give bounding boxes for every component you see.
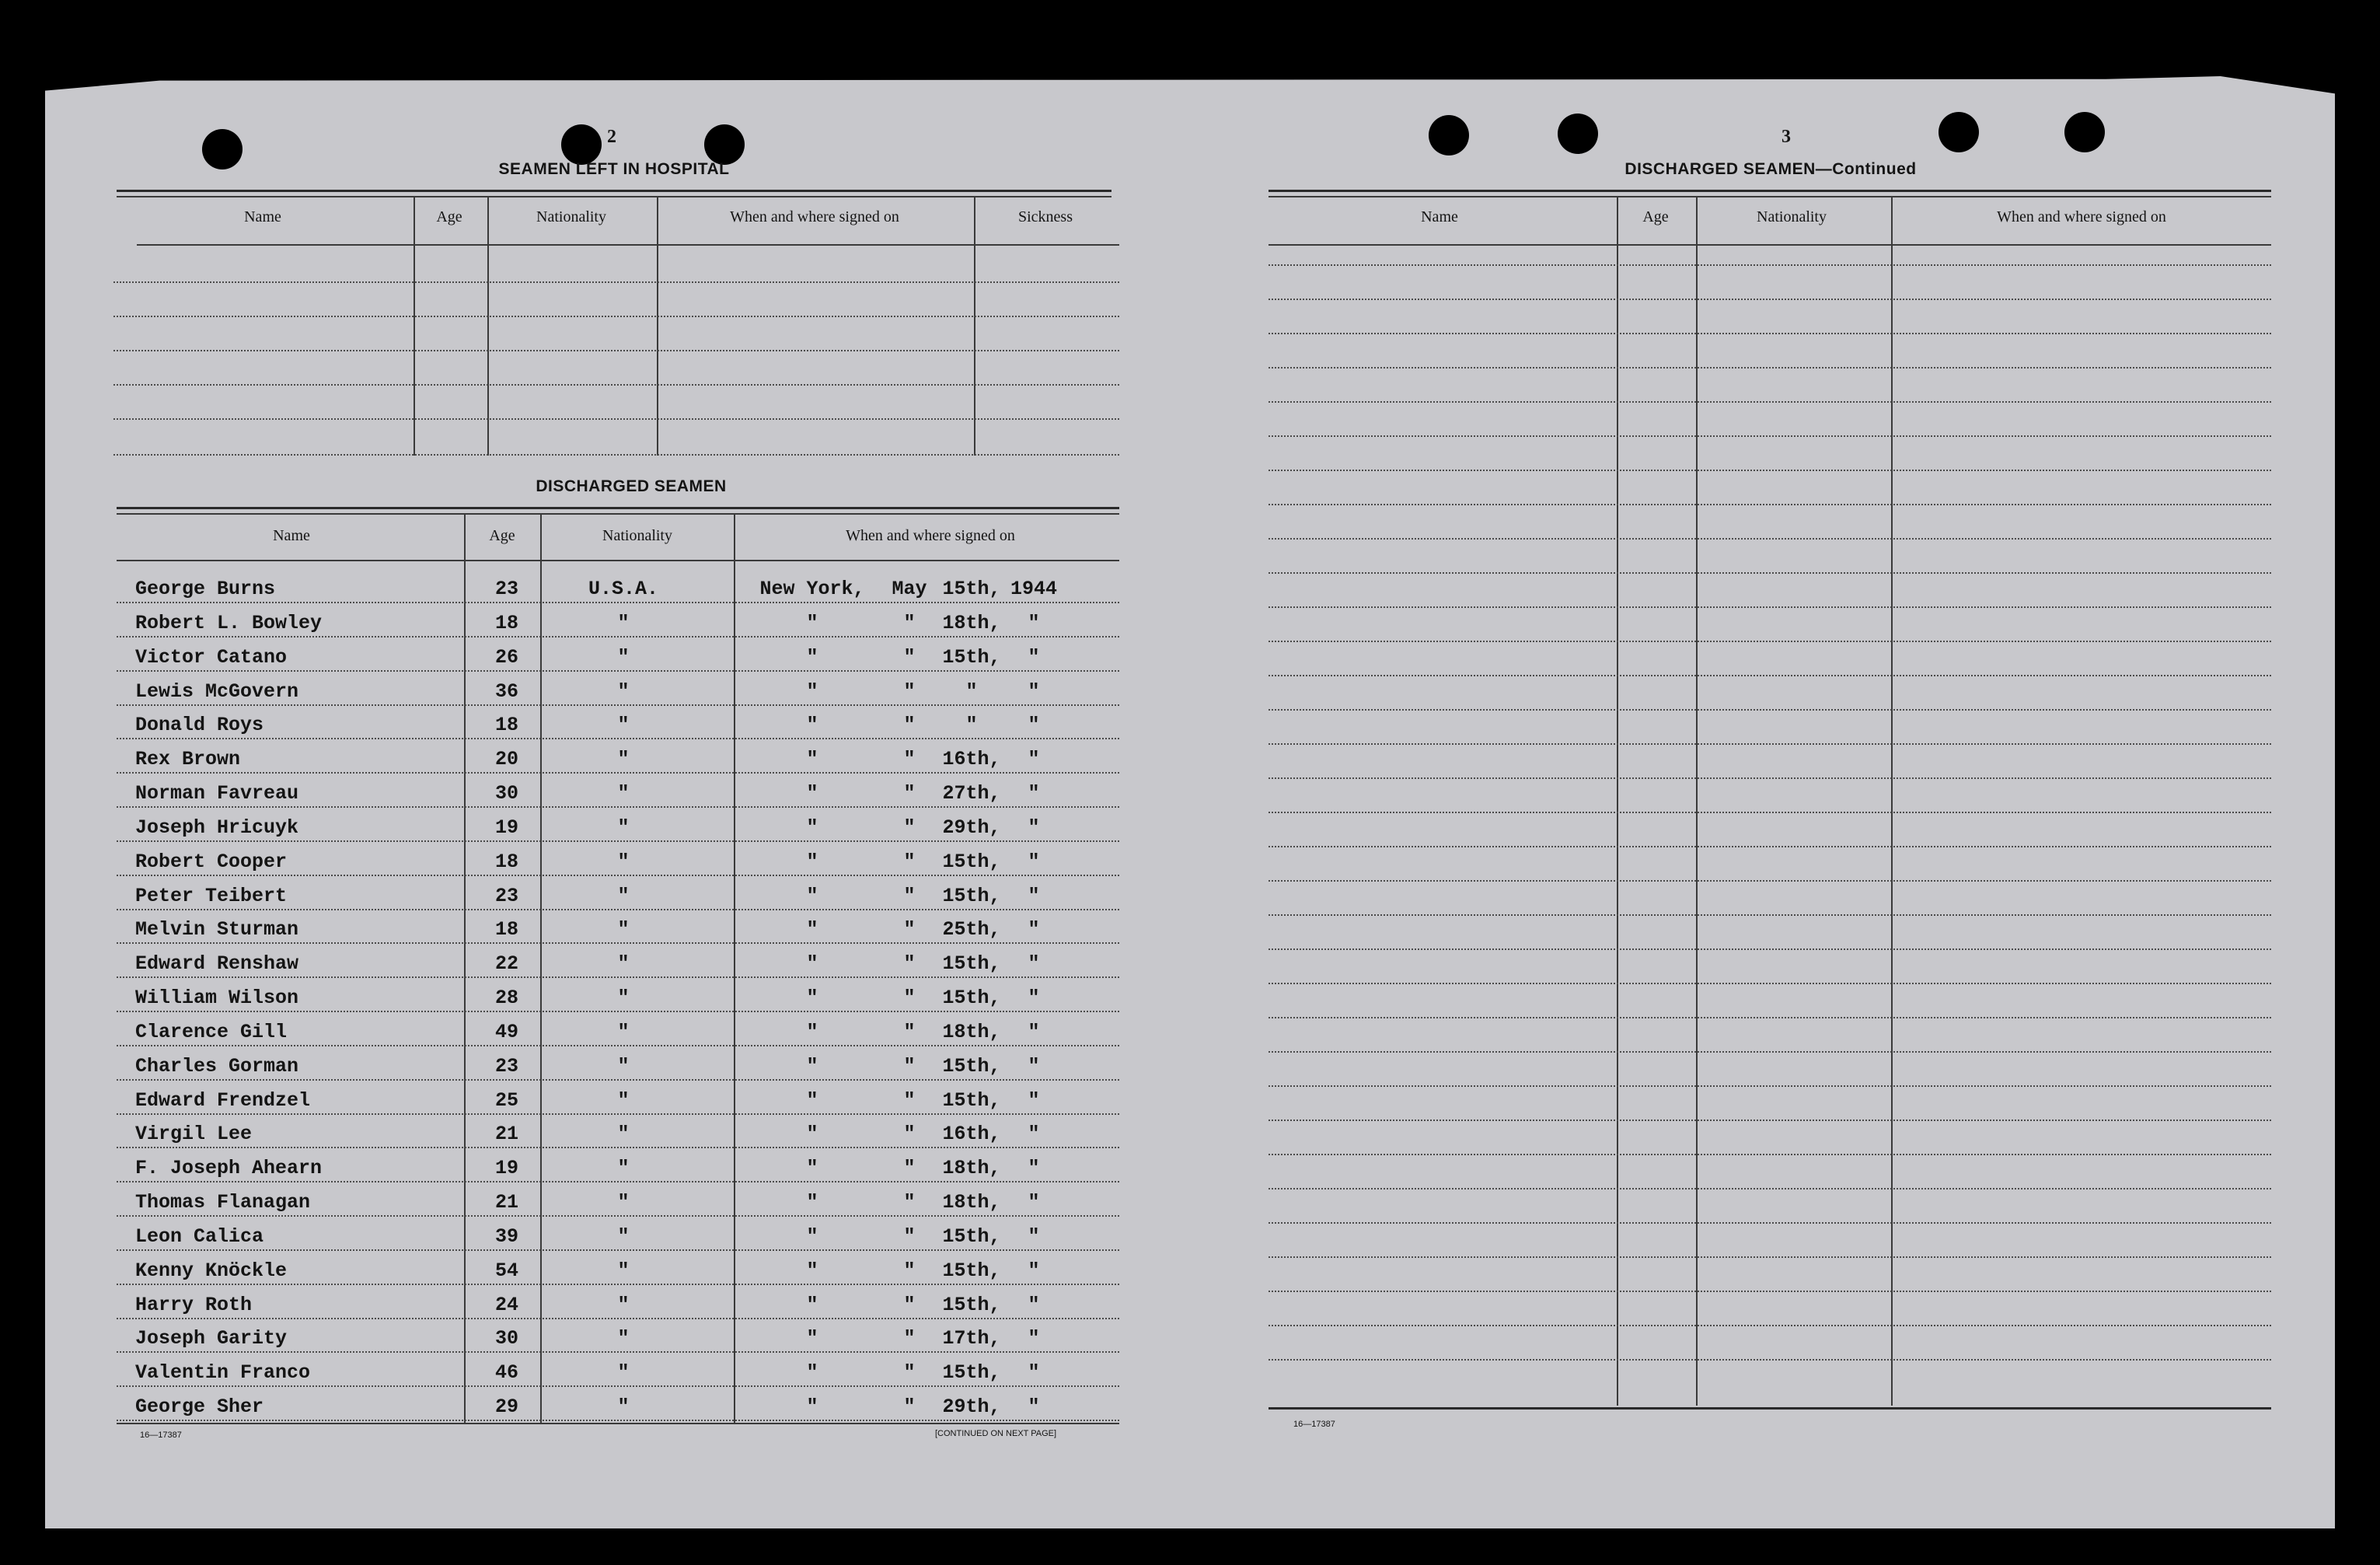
row-line bbox=[1269, 1359, 2271, 1361]
signed-on-place: " bbox=[806, 987, 818, 1009]
signed-on-month: " bbox=[903, 816, 916, 839]
discharged-col-age: Age bbox=[489, 527, 515, 544]
signed-on-year: " bbox=[1028, 1225, 1040, 1248]
signed-on-day: 15th, bbox=[942, 1294, 1001, 1316]
row-line bbox=[117, 602, 1119, 603]
seaman-nationality: " bbox=[617, 782, 630, 805]
signed-on-day: 15th, bbox=[942, 1055, 1001, 1078]
right-top-rule-2 bbox=[1269, 196, 2271, 197]
signed-on-place: " bbox=[806, 1055, 818, 1078]
seaman-age: 29 bbox=[494, 1396, 519, 1418]
seaman-name: Norman Favreau bbox=[135, 782, 299, 805]
signed-on-year: " bbox=[1028, 1361, 1040, 1384]
seaman-age: 30 bbox=[494, 782, 519, 805]
signed-on-day: " bbox=[965, 680, 978, 703]
seaman-age: 49 bbox=[494, 1021, 519, 1043]
signed-on-month: " bbox=[903, 1396, 916, 1418]
signed-on-month: " bbox=[903, 851, 916, 873]
discharged-col-divider bbox=[540, 515, 542, 1423]
row-line bbox=[117, 1420, 1119, 1421]
right-section-title: DISCHARGED SEAMEN—Continued bbox=[1624, 160, 1917, 178]
row-line bbox=[117, 1249, 1119, 1251]
row-line bbox=[117, 1079, 1119, 1081]
seaman-nationality: " bbox=[617, 1089, 630, 1112]
seaman-age: 46 bbox=[494, 1361, 519, 1384]
seaman-nationality: " bbox=[617, 1021, 630, 1043]
discharged-top-rule bbox=[117, 507, 1119, 509]
signed-on-year: " bbox=[1028, 748, 1040, 770]
signed-on-day: 16th, bbox=[942, 1123, 1001, 1145]
row-line bbox=[1269, 1325, 2271, 1326]
seaman-age: 18 bbox=[494, 612, 519, 634]
signed-on-month: " bbox=[903, 680, 916, 703]
right-col-age: Age bbox=[1642, 208, 1669, 225]
hospital-row-line bbox=[113, 316, 1119, 317]
signed-on-month: " bbox=[903, 1089, 916, 1112]
seaman-nationality: " bbox=[617, 1361, 630, 1384]
seaman-name: Thomas Flanagan bbox=[135, 1191, 311, 1214]
seaman-name: Kenny Knöckle bbox=[135, 1259, 288, 1282]
discharged-col-name: Name bbox=[273, 527, 310, 544]
seaman-age: 23 bbox=[494, 578, 519, 600]
seaman-name: Joseph Garity bbox=[135, 1327, 288, 1350]
hospital-col-divider bbox=[657, 197, 658, 456]
row-line bbox=[1269, 401, 2271, 403]
row-line bbox=[1269, 572, 2271, 574]
discharged-col-signed-on: When and where signed on bbox=[846, 527, 1015, 544]
right-col-nationality: Nationality bbox=[1757, 208, 1827, 225]
signed-on-month: " bbox=[903, 1361, 916, 1384]
signed-on-month: " bbox=[903, 1259, 916, 1282]
signed-on-day: 15th, bbox=[942, 952, 1001, 975]
discharged-section-title: DISCHARGED SEAMEN bbox=[536, 477, 727, 495]
row-line bbox=[1269, 367, 2271, 369]
signed-on-place: " bbox=[806, 748, 818, 770]
seaman-age: 23 bbox=[494, 885, 519, 907]
seaman-name: Edward Frendzel bbox=[135, 1089, 311, 1112]
seaman-nationality: " bbox=[617, 1327, 630, 1350]
row-line bbox=[117, 704, 1119, 706]
signed-on-day: 25th, bbox=[942, 918, 1001, 941]
row-line bbox=[1269, 983, 2271, 984]
row-line bbox=[117, 840, 1119, 842]
hospital-row-line bbox=[113, 350, 1119, 351]
row-line bbox=[1269, 880, 2271, 882]
signed-on-day: 29th, bbox=[942, 1396, 1001, 1418]
seaman-name: George Burns bbox=[135, 578, 276, 600]
seaman-name: William Wilson bbox=[135, 987, 299, 1009]
row-line bbox=[117, 1385, 1119, 1387]
seaman-name: Rex Brown bbox=[135, 748, 241, 770]
signed-on-month: " bbox=[903, 1327, 916, 1350]
row-line bbox=[1269, 470, 2271, 471]
row-line bbox=[1269, 333, 2271, 334]
row-line bbox=[1269, 504, 2271, 505]
seaman-nationality: " bbox=[617, 987, 630, 1009]
signed-on-day: 15th, bbox=[942, 851, 1001, 873]
seaman-age: 19 bbox=[494, 1157, 519, 1179]
row-line bbox=[1269, 1222, 2271, 1224]
signed-on-year: 1944 bbox=[1010, 578, 1058, 600]
punch-hole bbox=[561, 124, 602, 165]
seaman-nationality: " bbox=[617, 1259, 630, 1282]
signed-on-day: 15th, bbox=[942, 578, 1001, 600]
seaman-name: Valentin Franco bbox=[135, 1361, 311, 1384]
row-line bbox=[1269, 846, 2271, 847]
hospital-col-name: Name bbox=[244, 208, 281, 225]
signed-on-place: " bbox=[806, 952, 818, 975]
discharged-header-rule bbox=[117, 560, 1119, 561]
signed-on-year: " bbox=[1028, 885, 1040, 907]
signed-on-place: " bbox=[806, 1123, 818, 1145]
row-line bbox=[1269, 606, 2271, 608]
row-line bbox=[117, 1045, 1119, 1046]
signed-on-place: " bbox=[806, 1157, 818, 1179]
signed-on-place: " bbox=[806, 851, 818, 873]
hospital-row-line bbox=[113, 384, 1119, 386]
right-col-divider bbox=[1617, 197, 1618, 1406]
seaman-nationality: U.S.A. bbox=[588, 578, 659, 600]
right-col-divider bbox=[1696, 197, 1698, 1406]
seaman-age: 19 bbox=[494, 816, 519, 839]
signed-on-year: " bbox=[1028, 1259, 1040, 1282]
discharged-col-divider bbox=[464, 515, 466, 1423]
signed-on-day: 18th, bbox=[942, 612, 1001, 634]
seaman-age: 21 bbox=[494, 1191, 519, 1214]
manifest-sheet bbox=[45, 76, 2335, 1528]
continued-note: [CONTINUED ON NEXT PAGE] bbox=[935, 1429, 1057, 1438]
seaman-nationality: " bbox=[617, 646, 630, 669]
signed-on-month: " bbox=[903, 1123, 916, 1145]
signed-on-place: " bbox=[806, 1327, 818, 1350]
signed-on-year: " bbox=[1028, 1055, 1040, 1078]
hospital-row-line bbox=[113, 454, 1119, 456]
signed-on-year: " bbox=[1028, 646, 1040, 669]
right-top-rule bbox=[1269, 190, 2271, 192]
right-col-signed-on: When and where signed on bbox=[1997, 208, 2166, 225]
seaman-nationality: " bbox=[617, 885, 630, 907]
seaman-age: 25 bbox=[494, 1089, 519, 1112]
row-line bbox=[1269, 1017, 2271, 1018]
seaman-nationality: " bbox=[617, 952, 630, 975]
signed-on-month: " bbox=[903, 646, 916, 669]
seaman-nationality: " bbox=[617, 714, 630, 736]
row-line bbox=[117, 738, 1119, 739]
signed-on-month: " bbox=[903, 885, 916, 907]
seaman-age: 28 bbox=[494, 987, 519, 1009]
right-col-divider bbox=[1891, 197, 1893, 1406]
signed-on-year: " bbox=[1028, 987, 1040, 1009]
signed-on-place: " bbox=[806, 816, 818, 839]
seaman-nationality: " bbox=[617, 612, 630, 634]
signed-on-place: " bbox=[806, 680, 818, 703]
hospital-row-line bbox=[113, 418, 1119, 420]
signed-on-place: " bbox=[806, 1089, 818, 1112]
seaman-name: Donald Roys bbox=[135, 714, 264, 736]
seaman-name: George Sher bbox=[135, 1396, 264, 1418]
signed-on-year: " bbox=[1028, 612, 1040, 634]
row-line bbox=[117, 1147, 1119, 1148]
row-line bbox=[1269, 1291, 2271, 1292]
row-line bbox=[117, 670, 1119, 672]
seaman-age: 24 bbox=[494, 1294, 519, 1316]
seaman-age: 18 bbox=[494, 851, 519, 873]
seaman-nationality: " bbox=[617, 748, 630, 770]
hospital-section-title: SEAMEN LEFT IN HOSPITAL bbox=[498, 160, 730, 178]
row-line bbox=[117, 636, 1119, 638]
row-line bbox=[1269, 299, 2271, 300]
seaman-name: Melvin Sturman bbox=[135, 918, 299, 941]
row-line bbox=[117, 909, 1119, 910]
seaman-age: 30 bbox=[494, 1327, 519, 1350]
signed-on-place: " bbox=[806, 1294, 818, 1316]
signed-on-day: 15th, bbox=[942, 1089, 1001, 1112]
signed-on-month: " bbox=[903, 1191, 916, 1214]
discharged-bottom-rule bbox=[117, 1423, 1119, 1424]
row-line bbox=[1269, 1051, 2271, 1053]
signed-on-month: " bbox=[903, 1055, 916, 1078]
signed-on-place: " bbox=[806, 1396, 818, 1418]
seaman-age: 21 bbox=[494, 1123, 519, 1145]
seaman-nationality: " bbox=[617, 1225, 630, 1248]
signed-on-year: " bbox=[1028, 918, 1040, 941]
row-line bbox=[1269, 812, 2271, 813]
signed-on-month: " bbox=[903, 782, 916, 805]
row-line bbox=[117, 1318, 1119, 1319]
seaman-name: Leon Calica bbox=[135, 1225, 264, 1248]
signed-on-year: " bbox=[1028, 714, 1040, 736]
seaman-name: Lewis McGovern bbox=[135, 680, 299, 703]
seaman-nationality: " bbox=[617, 816, 630, 839]
seaman-age: 23 bbox=[494, 1055, 519, 1078]
row-line bbox=[1269, 675, 2271, 676]
signed-on-year: " bbox=[1028, 782, 1040, 805]
signed-on-day: 27th, bbox=[942, 782, 1001, 805]
punch-hole bbox=[202, 129, 243, 169]
signed-on-place: " bbox=[806, 1021, 818, 1043]
row-line bbox=[117, 1284, 1119, 1285]
seaman-name: Peter Teibert bbox=[135, 885, 288, 907]
signed-on-place: " bbox=[806, 646, 818, 669]
signed-on-year: " bbox=[1028, 851, 1040, 873]
row-line bbox=[117, 1351, 1119, 1353]
seaman-name: F. Joseph Ahearn bbox=[135, 1157, 323, 1179]
row-line bbox=[1269, 641, 2271, 642]
seaman-nationality: " bbox=[617, 851, 630, 873]
row-line bbox=[1269, 1188, 2271, 1189]
left-page-number: 2 bbox=[607, 127, 616, 147]
punch-hole bbox=[1939, 112, 1979, 152]
signed-on-day: 15th, bbox=[942, 1361, 1001, 1384]
signed-on-month: May bbox=[892, 578, 927, 600]
row-line bbox=[117, 1113, 1119, 1115]
seaman-age: 54 bbox=[494, 1259, 519, 1282]
signed-on-year: " bbox=[1028, 1294, 1040, 1316]
signed-on-year: " bbox=[1028, 1123, 1040, 1145]
signed-on-year: " bbox=[1028, 680, 1040, 703]
seaman-name: Charles Gorman bbox=[135, 1055, 299, 1078]
signed-on-day: 29th, bbox=[942, 816, 1001, 839]
seaman-nationality: " bbox=[617, 1294, 630, 1316]
row-line bbox=[117, 806, 1119, 808]
seaman-name: Victor Catano bbox=[135, 646, 288, 669]
right-page-number: 3 bbox=[1782, 127, 1791, 147]
hospital-top-rule-2 bbox=[117, 196, 1111, 197]
seaman-name: Virgil Lee bbox=[135, 1123, 253, 1145]
signed-on-place: " bbox=[806, 918, 818, 941]
seaman-name: Harry Roth bbox=[135, 1294, 253, 1316]
seaman-nationality: " bbox=[617, 1055, 630, 1078]
seaman-age: 39 bbox=[494, 1225, 519, 1248]
seaman-age: 22 bbox=[494, 952, 519, 975]
discharged-top-rule-2 bbox=[117, 513, 1119, 515]
signed-on-day: 15th, bbox=[942, 885, 1001, 907]
seaman-nationality: " bbox=[617, 918, 630, 941]
row-line bbox=[1269, 777, 2271, 779]
hospital-col-age: Age bbox=[436, 208, 462, 225]
signed-on-day: 16th, bbox=[942, 748, 1001, 770]
seaman-name: Edward Renshaw bbox=[135, 952, 299, 975]
signed-on-day: 18th, bbox=[942, 1021, 1001, 1043]
seaman-age: 18 bbox=[494, 918, 519, 941]
seaman-name: Clarence Gill bbox=[135, 1021, 288, 1043]
row-line bbox=[1269, 1154, 2271, 1155]
signed-on-day: 18th, bbox=[942, 1191, 1001, 1214]
row-line bbox=[117, 1011, 1119, 1012]
row-line bbox=[1269, 709, 2271, 711]
hospital-col-divider bbox=[974, 197, 975, 456]
signed-on-place: " bbox=[806, 714, 818, 736]
seaman-age: 26 bbox=[494, 646, 519, 669]
signed-on-month: " bbox=[903, 918, 916, 941]
hospital-top-rule bbox=[117, 190, 1111, 192]
row-line bbox=[1269, 1085, 2271, 1087]
right-form-number: 16—17387 bbox=[1293, 1420, 1335, 1429]
row-line bbox=[117, 875, 1119, 876]
discharged-col-divider bbox=[734, 515, 735, 1423]
punch-hole bbox=[1429, 115, 1469, 155]
signed-on-year: " bbox=[1028, 952, 1040, 975]
row-line bbox=[1269, 1256, 2271, 1258]
signed-on-month: " bbox=[903, 952, 916, 975]
signed-on-year: " bbox=[1028, 1157, 1040, 1179]
signed-on-month: " bbox=[903, 714, 916, 736]
seaman-nationality: " bbox=[617, 1396, 630, 1418]
signed-on-year: " bbox=[1028, 1327, 1040, 1350]
seaman-nationality: " bbox=[617, 1123, 630, 1145]
hospital-col-sickness: Sickness bbox=[1018, 208, 1073, 225]
punch-hole bbox=[704, 124, 745, 165]
hospital-col-divider bbox=[487, 197, 489, 456]
row-line bbox=[1269, 743, 2271, 745]
signed-on-year: " bbox=[1028, 1021, 1040, 1043]
left-form-number: 16—17387 bbox=[140, 1431, 182, 1440]
signed-on-month: " bbox=[903, 1225, 916, 1248]
signed-on-day: 15th, bbox=[942, 1259, 1001, 1282]
discharged-col-nationality: Nationality bbox=[602, 527, 672, 544]
seaman-nationality: " bbox=[617, 1157, 630, 1179]
signed-on-place: " bbox=[806, 1361, 818, 1384]
right-header-rule bbox=[1269, 244, 2271, 246]
signed-on-place: " bbox=[806, 1225, 818, 1248]
seaman-age: 18 bbox=[494, 714, 519, 736]
signed-on-month: " bbox=[903, 1294, 916, 1316]
signed-on-day: 17th, bbox=[942, 1327, 1001, 1350]
punch-hole bbox=[2064, 112, 2105, 152]
row-line bbox=[117, 772, 1119, 774]
punch-hole bbox=[1558, 114, 1598, 154]
signed-on-day: " bbox=[965, 714, 978, 736]
signed-on-month: " bbox=[903, 987, 916, 1009]
row-line bbox=[1269, 948, 2271, 950]
hospital-col-nationality: Nationality bbox=[536, 208, 606, 225]
signed-on-day: 15th, bbox=[942, 1225, 1001, 1248]
signed-on-year: " bbox=[1028, 816, 1040, 839]
signed-on-day: 15th, bbox=[942, 987, 1001, 1009]
row-line bbox=[1269, 435, 2271, 437]
signed-on-place: " bbox=[806, 612, 818, 634]
seaman-name: Robert Cooper bbox=[135, 851, 288, 873]
seaman-name: Robert L. Bowley bbox=[135, 612, 323, 634]
hospital-col-signed-on: When and where signed on bbox=[730, 208, 899, 225]
seaman-age: 20 bbox=[494, 748, 519, 770]
row-line bbox=[1269, 1120, 2271, 1121]
signed-on-place: " bbox=[806, 885, 818, 907]
signed-on-year: " bbox=[1028, 1396, 1040, 1418]
row-line bbox=[117, 976, 1119, 978]
signed-on-place: " bbox=[806, 782, 818, 805]
signed-on-day: 15th, bbox=[942, 646, 1001, 669]
signed-on-month: " bbox=[903, 748, 916, 770]
right-col-name: Name bbox=[1421, 208, 1458, 225]
row-line bbox=[117, 1181, 1119, 1182]
hospital-col-divider bbox=[414, 197, 415, 456]
row-line bbox=[117, 1215, 1119, 1217]
signed-on-day: 18th, bbox=[942, 1157, 1001, 1179]
signed-on-year: " bbox=[1028, 1191, 1040, 1214]
row-line bbox=[1269, 538, 2271, 540]
seaman-name: Joseph Hricuyk bbox=[135, 816, 299, 839]
signed-on-month: " bbox=[903, 612, 916, 634]
signed-on-place: " bbox=[806, 1259, 818, 1282]
hospital-header-rule bbox=[137, 244, 1119, 246]
row-line bbox=[117, 942, 1119, 944]
signed-on-place: New York, bbox=[759, 578, 865, 600]
hospital-row-line bbox=[113, 281, 1119, 283]
signed-on-place: " bbox=[806, 1191, 818, 1214]
right-bottom-rule bbox=[1269, 1407, 2271, 1410]
seaman-age: 36 bbox=[494, 680, 519, 703]
signed-on-month: " bbox=[903, 1157, 916, 1179]
signed-on-year: " bbox=[1028, 1089, 1040, 1112]
seaman-nationality: " bbox=[617, 680, 630, 703]
signed-on-month: " bbox=[903, 1021, 916, 1043]
row-line bbox=[1269, 264, 2271, 266]
row-line bbox=[1269, 914, 2271, 916]
seaman-nationality: " bbox=[617, 1191, 630, 1214]
